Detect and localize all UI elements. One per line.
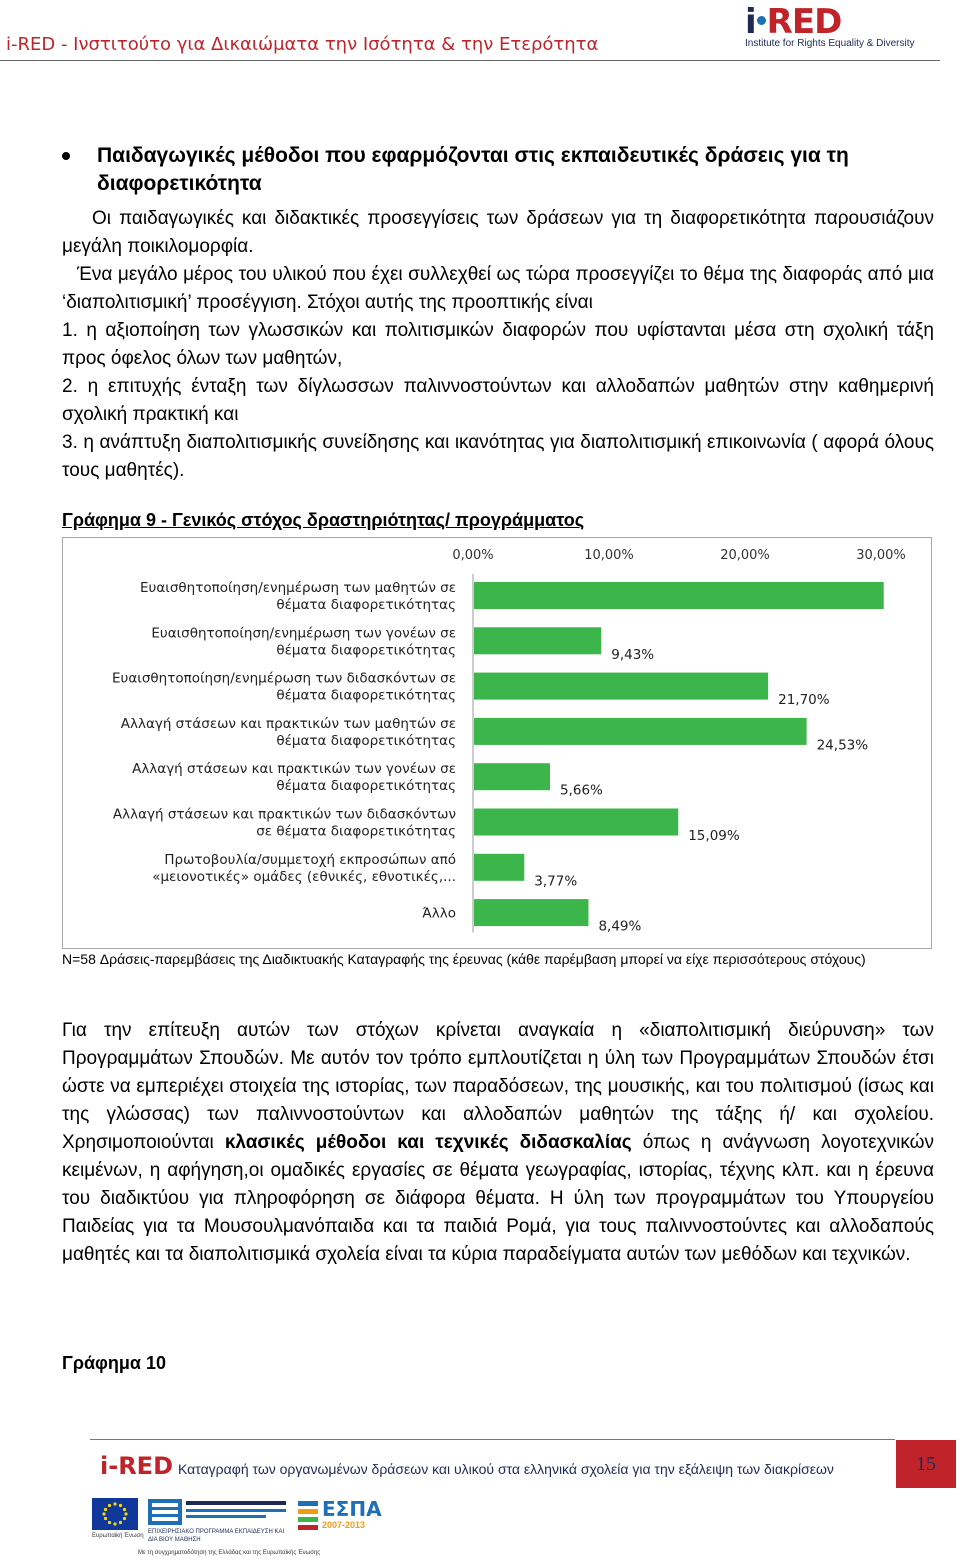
category-label: Ευαισθητοποίηση/ενημέρωση των γονέων σε (151, 625, 456, 642)
header-divider (0, 60, 940, 61)
footer-divider (90, 1439, 895, 1440)
page-number: 15 (916, 1452, 936, 1475)
espa-text: ΕΣΠΑ (322, 1497, 382, 1521)
category-label: Ευαισθητοποίηση/ενημέρωση των διδασκόντων σε (112, 670, 456, 687)
page-number-box (896, 1440, 956, 1488)
category-label: Ευαισθητοποίηση/ενημέρωση των μαθητών σε (140, 580, 456, 596)
paragraph: Οι παιδαγωγικές και διδακτικές προσεγγίσεις των δράσεων για τη διαφορετικότητα παρουσιάζουν μεγάλη ποικιλομορφία. (62, 208, 934, 257)
data-label: 3,77% (534, 873, 578, 890)
category-label: θέματα διαφορετικότητας (276, 642, 456, 659)
category-label: θέματα διαφορετικότητας (276, 687, 456, 704)
chart-bar (474, 854, 524, 881)
body-text-bold: κλασικές μέθοδοι και τεχνικές διδασκαλίας (224, 1132, 632, 1153)
chart-bar (474, 718, 807, 745)
data-label: 21,70% (778, 692, 830, 709)
bar-chart (62, 537, 932, 949)
category-label: σε θέματα διαφορετικότητας (256, 823, 456, 840)
data-label: 5,66% (559, 782, 603, 799)
footer-brand: i-RED (100, 1452, 173, 1480)
data-label: 8,49% (598, 918, 642, 935)
ired-logo: i RED Institute for Rights Equality & Diversity (745, 4, 940, 49)
chart-bar (474, 899, 588, 926)
cofund-text: Με τη συγχρηματοδότηση της Ελλάδας και της Ευρωπαϊκής Ένωσης (138, 1550, 321, 1556)
espa-years: 2007-2013 (322, 1520, 366, 1530)
data-label: 9,43% (611, 646, 655, 663)
category-label: Αλλαγή στάσεων και πρακτικών των γονέων σε (132, 761, 456, 778)
paragraph: 3. η ανάπτυξη διαπολιτισμικής συνείδησης και ικανότητας για διαπολιτισμική επικοινωνία ( αφορά όλους τους μαθητές). (62, 432, 934, 481)
header-title: i-RED - Ινστιτούτο για Δικαιώματα την Ισότητα & την Ετερότητα (6, 34, 599, 55)
x-tick-label: 0,00% (452, 548, 494, 563)
body-text-end: όπως η ανάγνωση λογοτεχνικών κειμένων, η αφήγηση,οι ομαδικές εργασίες σε θέματα γεωγραφίας, ιστορίας, τέχνης κλπ. και η έρευνα του διαδικτύου για πληροφόρηση σε διάφορα θέματα. Η ύλη των προγραμμάτων του Υπουργείου Παιδείας για τα Μουσουλμανόπαιδα και τα παιδιά Ρομά, για τους παλιννοστούντες και αλλοδαπούς μαθητές και τα διαπολιτισμικά σχολεία είναι τα κύρια παραδείγματα αυτών των μεθόδων και τεχνικών. (62, 1132, 934, 1265)
operational-programme-label: ΕΠΙΧΕΙΡΗΣΙΑΚΟ ΠΡΟΓΡΑΜΜΑ ΕΚΠΑΙΔΕΥΣΗ ΚΑΙ ΔΙΑ ΒΙΟΥ ΜΑΘΗΣΗ (148, 1529, 285, 1543)
x-tick-label: 10,00% (584, 548, 634, 563)
category-label: θέματα διαφορετικότητας (276, 732, 456, 749)
section-heading: Παιδαγωγικές μέθοδοι που εφαρμόζονται στις εκπαιδευτικές δράσεις για τη διαφορετικότητα (97, 144, 849, 195)
eu-label: Ευρωπαϊκή Ένωση (92, 1533, 144, 1539)
figure10-title: Γράφημα 10 (62, 1353, 166, 1373)
category-label: «μειονοτικές» ομάδες (εθνικές, εθνοτικές,... (152, 868, 456, 885)
eu-flag-icon (92, 1498, 138, 1530)
bullet-icon (62, 152, 70, 160)
category-label: Αλλαγή στάσεων και πρακτικών των μαθητών σε (120, 715, 456, 732)
chart-bar (474, 809, 678, 836)
chart-bar (474, 582, 884, 609)
data-label: 24,53% (816, 737, 869, 754)
category-label: θέματα διαφορετικότητας (276, 778, 456, 795)
body-text-start: Για την επίτευξη αυτών των στόχων κρίνεται αναγκαία η «διαπολιτισμική διεύρυνση» των Προγραμμάτων Σπουδών. Με αυτόν τον τρόπο εμπλουτίζεται η ύλη των Προγραμμάτων Σπουδών έτσι ώστε να εμπεριέχει στοιχεία της ιστορίας, των παραδόσεων, της μουσικής, και του πολιτισμού (ίσως και της γλώσσας) των παλιννοστούντων και αλλοδαπών μαθητών της τάξης ή/ και σχολείου. Χρησιμοποιούνται (62, 1020, 934, 1153)
paragraph: 2. η επιτυχής ένταξη των δίγλωσσων παλιννοστούντων και αλλοδαπών μαθητών στην καθημερινή σχολική πρακτική και (62, 376, 934, 425)
chart-bar (474, 627, 601, 654)
logo-subtitle: Institute for Rights Equality & Diversity (745, 38, 915, 49)
data-label: 15,09% (688, 828, 740, 844)
chart-bar (474, 763, 550, 790)
figure-note: N=58 Δράσεις-παρεμβάσεις της Διαδικτυακής Καταγραφής της έρευνας (κάθε παρέμβαση μπορεί να είχε περισσότερους στόχους) (62, 951, 866, 967)
x-tick-label: 20,00% (720, 548, 770, 563)
paragraph: Ένα μεγάλο μέρος του υλικού που έχει συλλεχθεί ως τώρα προσεγγίζει το θέμα της διαφοράς από μια ‘διαπολιτισμική’ προσέγγιση. Στόχοι αυτής της προοπτικής είναι (62, 264, 934, 313)
category-label: Άλλο (422, 905, 456, 922)
category-label: Αλλαγή στάσεων και πρακτικών των διδασκόντων (112, 806, 456, 823)
paragraph: 1. η αξιοποίηση των γλωσσικών και πολιτισμικών διαφορών που υφίστανται μέσα στη σχολική τάξη προς όφελος όλων των μαθητών, (62, 320, 934, 369)
x-tick-label: 30,00% (856, 548, 906, 563)
body-paragraph (62, 1017, 934, 1269)
footer-text: Καταγραφή των οργανωμένων δράσεων και υλικού στα ελληνικά σχολεία για την εξάλειψη των διακρίσεων (178, 1461, 834, 1477)
chart-bar (474, 673, 768, 700)
category-label: Πρωτοβουλία/συμμετοχή εκπροσώπων από (164, 851, 456, 868)
chart-svg (63, 538, 931, 948)
figure-title: Γράφημα 9 - Γενικός στόχος δραστηριότητας/ προγράμματος (62, 510, 585, 530)
category-label: θέματα διαφορετικότητας (276, 597, 456, 613)
